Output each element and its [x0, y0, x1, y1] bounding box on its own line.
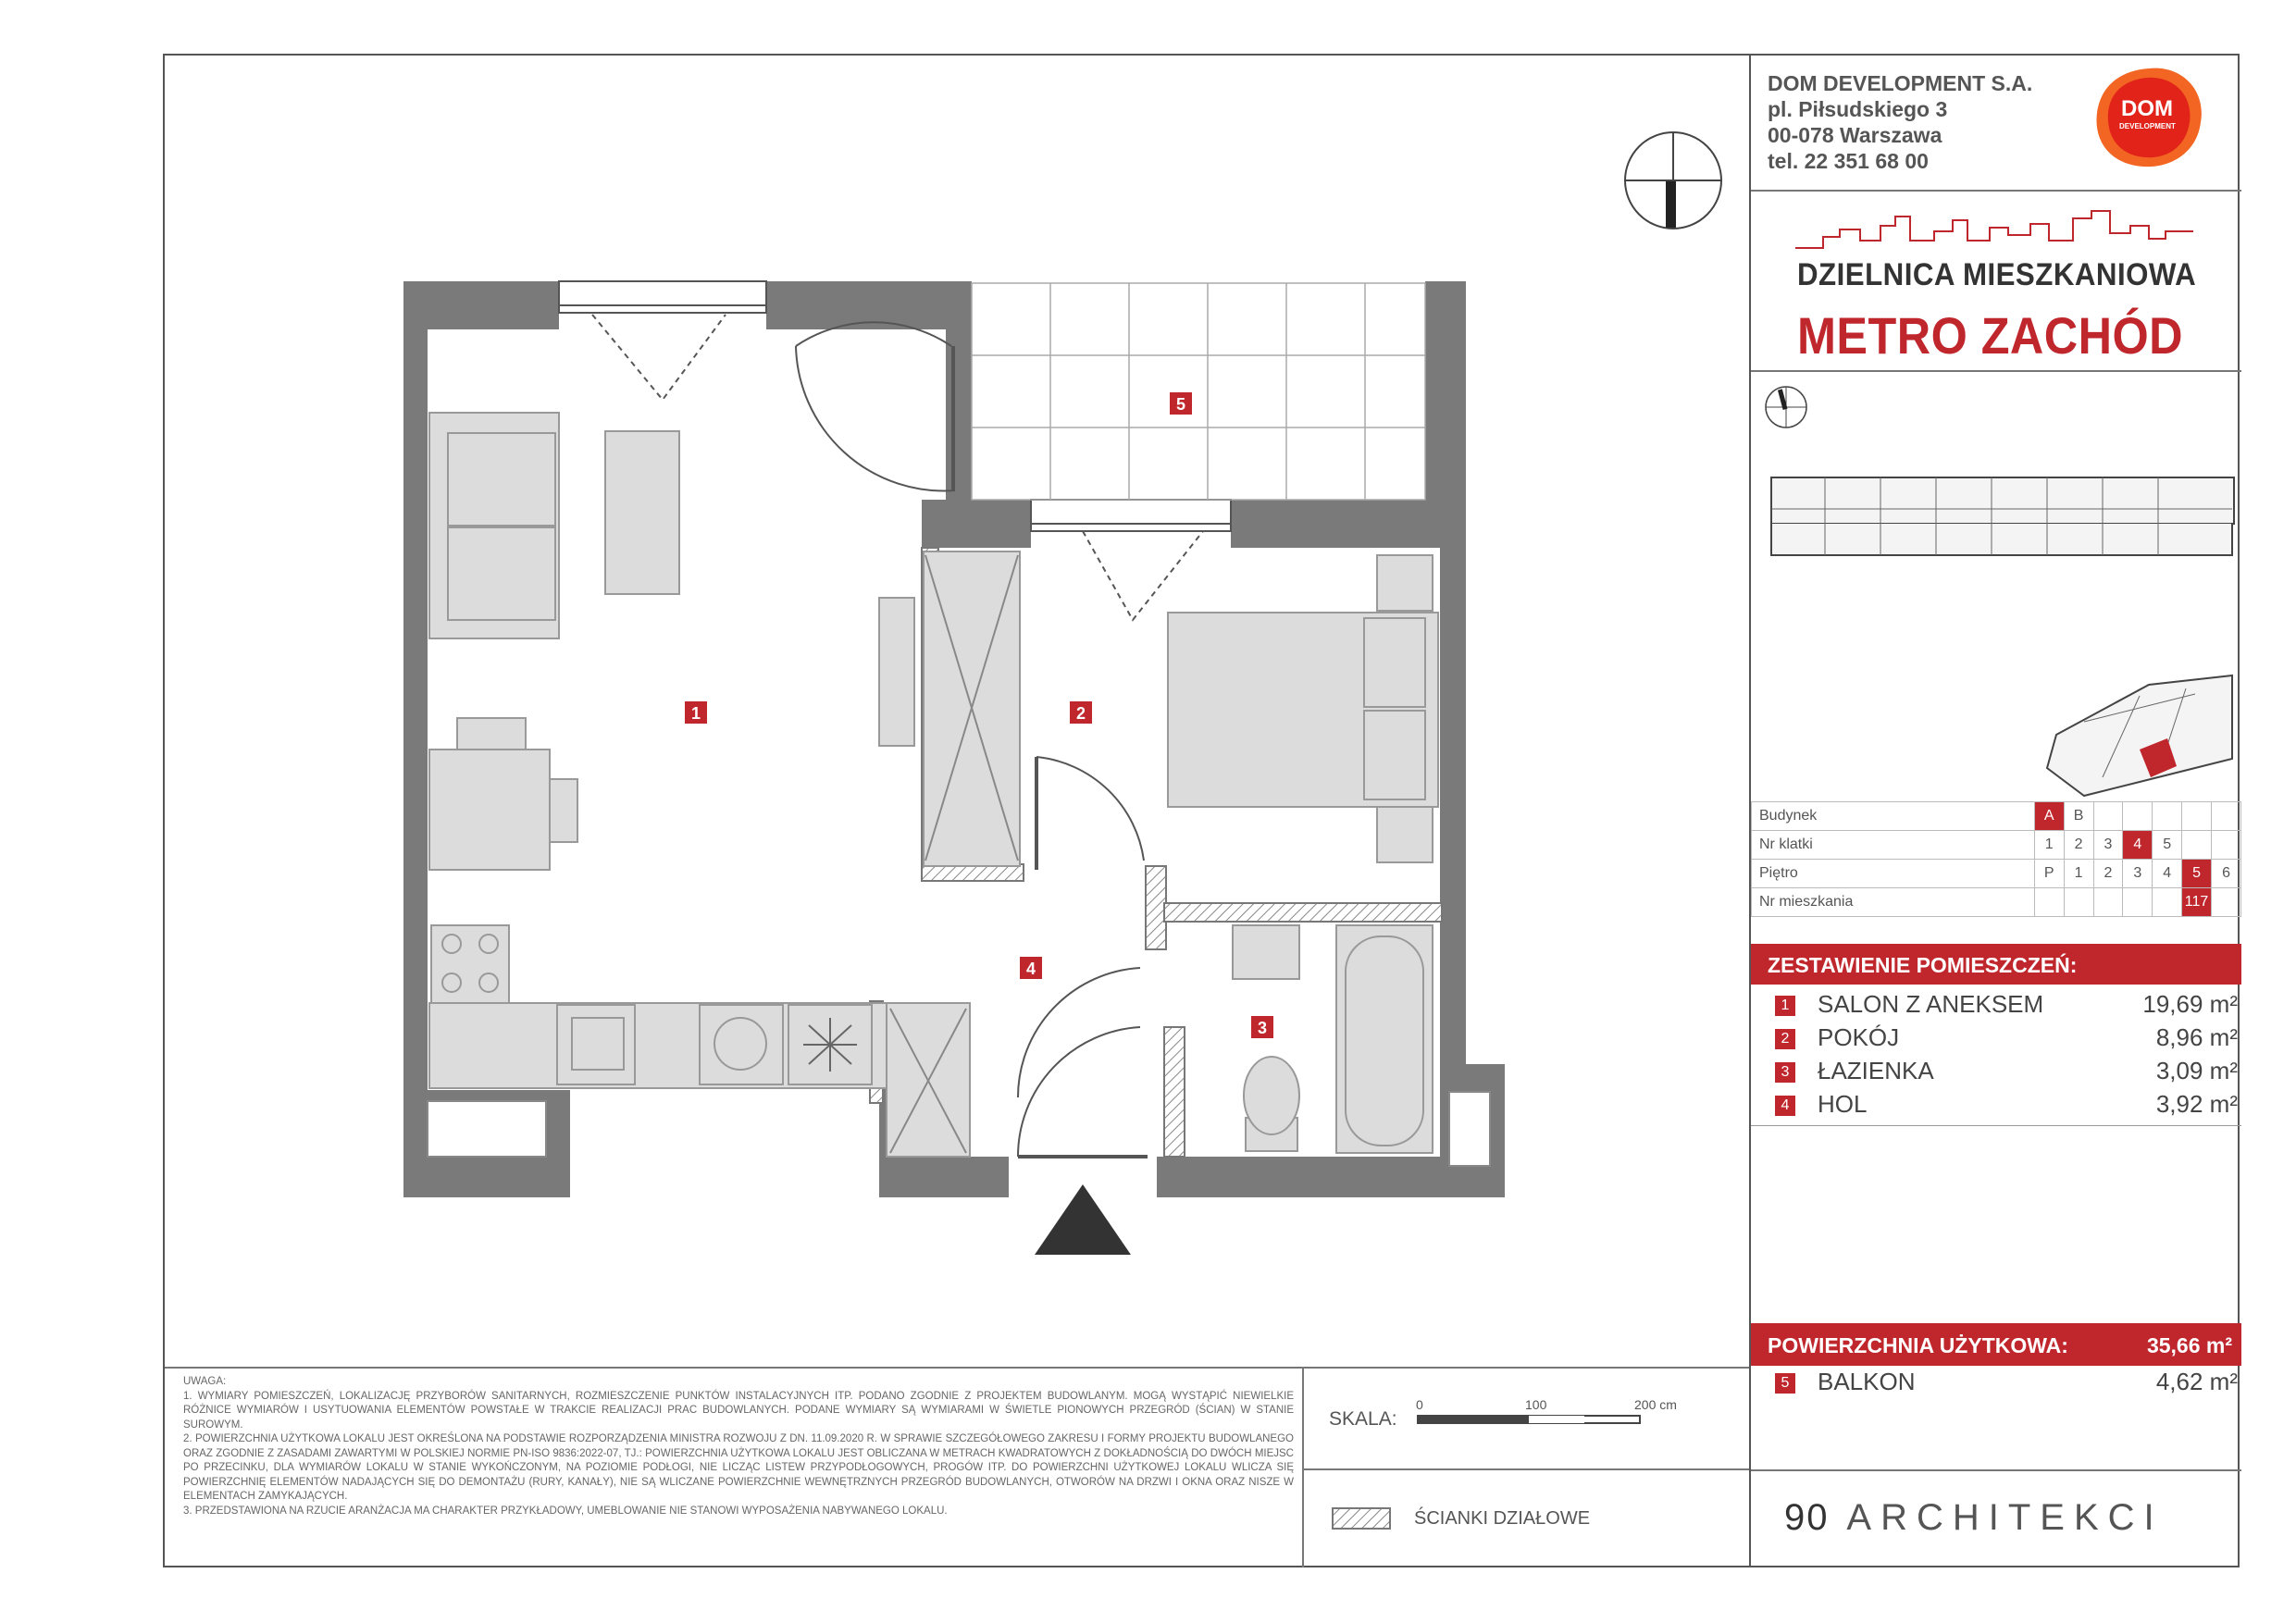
info-cell: 1 — [2064, 860, 2093, 888]
room-area: 19,69 m² — [2142, 990, 2238, 1018]
room-number: 1 — [1775, 996, 1795, 1016]
info-cell — [2093, 888, 2123, 917]
entrance-arrow-icon — [1035, 1184, 1131, 1255]
partition-legend-label: ŚCIANKI DZIAŁOWE — [1414, 1508, 1591, 1529]
info-cell — [2182, 802, 2212, 831]
info-cell: 3 — [2123, 860, 2153, 888]
info-cell: 2 — [2064, 831, 2093, 860]
room-number: 5 — [1775, 1373, 1795, 1394]
info-cell — [2153, 802, 2182, 831]
rooms-header: ZESTAWIENIE POMIESZCZEŃ: — [1768, 953, 2078, 977]
info-cell — [2064, 888, 2093, 917]
skyline-icon — [1795, 204, 2193, 255]
partition-legend-swatch — [1333, 1508, 1390, 1529]
info-row — [1752, 888, 2241, 917]
company-address-1: pl. Piłsudskiego 3 — [1768, 97, 1948, 121]
info-cell — [2212, 888, 2241, 917]
room-name: HOL — [1818, 1090, 1868, 1118]
rooms-header-bar — [1751, 944, 2241, 985]
room-row-1 — [1775, 990, 2238, 1023]
info-cell: 4 — [2123, 831, 2153, 860]
compass-icon — [1625, 132, 1721, 229]
project-line-2: METRO ZACHÓD — [1797, 306, 2183, 365]
company-address-2: 00-078 Warszawa — [1768, 123, 1942, 147]
company-phone: tel. 22 351 68 00 — [1768, 149, 1929, 173]
info-cell — [2123, 802, 2153, 831]
notes-title: UWAGA: — [183, 1376, 227, 1387]
plan-label-5: 5 — [1175, 395, 1186, 414]
architect-number: 90 — [1784, 1497, 1830, 1538]
room-area: 4,62 m² — [2155, 1368, 2238, 1395]
plan-label-4: 4 — [1025, 960, 1036, 978]
usable-area-label: POWIERZCHNIA UŻYTKOWA: — [1768, 1333, 2068, 1357]
info-cell — [2034, 888, 2064, 917]
room-name: ŁAZIENKA — [1818, 1057, 1934, 1084]
info-cell — [2212, 802, 2241, 831]
room-area: 3,92 m² — [2155, 1090, 2238, 1118]
info-cell — [2153, 888, 2182, 917]
balcony-row — [1775, 1368, 2238, 1401]
unit-location-table — [1751, 801, 2241, 917]
info-row-label: Nr klatki — [1752, 831, 2035, 860]
project-line-1: DZIELNICA MIESZKANIOWA — [1797, 257, 2197, 292]
room-name: POKÓJ — [1818, 1023, 1900, 1051]
info-cell: 3 — [2093, 831, 2123, 860]
room-number: 2 — [1775, 1029, 1795, 1049]
logo-text: DOM — [2121, 96, 2173, 121]
room-number: 4 — [1775, 1096, 1795, 1116]
info-row-label: Nr mieszkania — [1752, 888, 2035, 917]
room-number: 3 — [1775, 1062, 1795, 1083]
scale-tick-100: 100 — [1525, 1397, 1547, 1412]
notes-item-3: 3. PRZEDSTAWIONA NA RZUCIE ARANŻACJA MA CHARAKTER PRZYKŁADOWY, UMEBLOWANIE NIE STANOWI WYPOSAŻENIA NABYWANEGO LOKALU. — [183, 1505, 948, 1517]
room-row-3 — [1775, 1057, 2238, 1090]
info-panel — [1749, 56, 2241, 1567]
info-cell: 6 — [2212, 860, 2241, 888]
plan-label-1: 1 — [690, 704, 701, 723]
info-cell: 4 — [2153, 860, 2182, 888]
info-cell: 2 — [2093, 860, 2123, 888]
room-area: 3,09 m² — [2155, 1057, 2238, 1084]
company-name: DOM DEVELOPMENT S.A. — [1768, 71, 2033, 95]
info-cell — [2123, 888, 2153, 917]
company-info — [1768, 70, 2032, 174]
logo-subtext: DEVELOPMENT — [2119, 122, 2176, 130]
room-area: 8,96 m² — [2155, 1023, 2238, 1051]
info-row-label: Budynek — [1752, 802, 2035, 831]
info-row — [1752, 831, 2241, 860]
info-cell: 1 — [2034, 831, 2064, 860]
balcony-tiles — [972, 283, 1425, 500]
architect-credit — [1784, 1497, 2164, 1539]
info-row — [1752, 802, 2241, 831]
room-name: SALON Z ANEKSEM — [1818, 990, 2044, 1018]
info-row-label: Piętro — [1752, 860, 2035, 888]
info-cell: 5 — [2153, 831, 2182, 860]
info-cell: 5 — [2182, 860, 2212, 888]
small-compass-icon — [1766, 387, 1806, 427]
info-cell — [2093, 802, 2123, 831]
scale-tick-0: 0 — [1416, 1397, 1423, 1412]
info-cell: B — [2064, 802, 2093, 831]
notes — [183, 1375, 1294, 1518]
plan-label-3: 3 — [1257, 1019, 1268, 1037]
usable-area-bar — [1751, 1323, 2241, 1366]
info-cell — [2212, 831, 2241, 860]
room-row-4 — [1775, 1090, 2238, 1123]
info-cell: P — [2034, 860, 2064, 888]
info-row — [1752, 860, 2241, 888]
info-cell — [2182, 831, 2212, 860]
info-cell: A — [2034, 802, 2064, 831]
scale-tick-200: 200 cm — [1634, 1397, 1677, 1412]
scale-bar — [1418, 1416, 1640, 1423]
usable-area-value: 35,66 m² — [2146, 1333, 2232, 1357]
room-row-2 — [1775, 1023, 2238, 1057]
notes-item-2: 2. POWIERZCHNIA UŻYTKOWA LOKALU JEST OKREŚLONA NA PODSTAWIE ROZPORZĄDZENIA MINISTRA ROZWOJU Z DN. 11.09.2020 R. W SPRAWIE SZCZEGÓŁOWEGO ZAKRESU I FORMY PROJEKTU BUDOWLANEGO ORAZ ZGODNIE Z ZASADAMI ZAWARTYMI W POLSKIEJ NORMIE PN-ISO 9836:2022-07, TJ.: POWIERZCHNIA UŻYTKOWA LOKALU JEST OBLICZANA W METRACH KWADRATOWYCH Z DOKŁADNOŚCIĄ DO DWÓCH MIEJSC PO PRZECINKU, DLA WYMIARÓW LOKALU W STANIE WYKOŃCZONYM, NA POZIOMIE PODŁOGI, NIE LICZĄC LISTEW PRZYPODŁOGOWYCH, PROGÓW ITP. DO POWIERZCHNI UŻYTKOWEJ LOKALU WLICZA SIĘ POWIERZCHNIĘ ELEMENTÓW NADAJĄCYCH SIĘ DO DEMONTAŻU (RURY, KANAŁY), NIE SĄ WLICZANE POWIERZCHNIE WEWNĘTRZNYCH PRZEGRÓD BUDOWLANYCH, OTWORÓW NA DRZWI I OKNA ORAZ NISZE W ELEMENTACH ZAMYKAJĄCYCH. — [183, 1433, 1294, 1502]
plan-label-2: 2 — [1075, 704, 1086, 723]
architect-name: ARCHITEKCI — [1846, 1497, 2164, 1538]
building-key-plan — [1751, 370, 2241, 801]
info-cell: 117 — [2182, 888, 2212, 917]
notes-item-1: 1. WYMIARY POMIESZCZEŃ, LOKALIZACJĘ PRZYBORÓW SANITARNYCH, ROZMIESZCZENIE PUNKTÓW INSTALACYJNYCH ITP. PODANO ZGODNIE Z PROJEKTEM BUDOWLANYM. MOGĄ WYSTĄPIĆ NIEWIELKIE RÓŻNICE WYMIARÓW I USYTUOWANIA ELEMENTÓW POWSTAŁE W TRAKCIE REALIZACJI PRAC BUDOWLANYCH. PODANE WYMIARY SĄ WYMIARAMI W ŚWIETLE PIONOWYCH PRZEGRÓD (ŚCIAN) W STANIE SUROWYM. — [183, 1390, 1294, 1431]
room-name: BALKON — [1818, 1368, 1916, 1395]
scale-label: SKALA: — [1329, 1408, 1397, 1430]
